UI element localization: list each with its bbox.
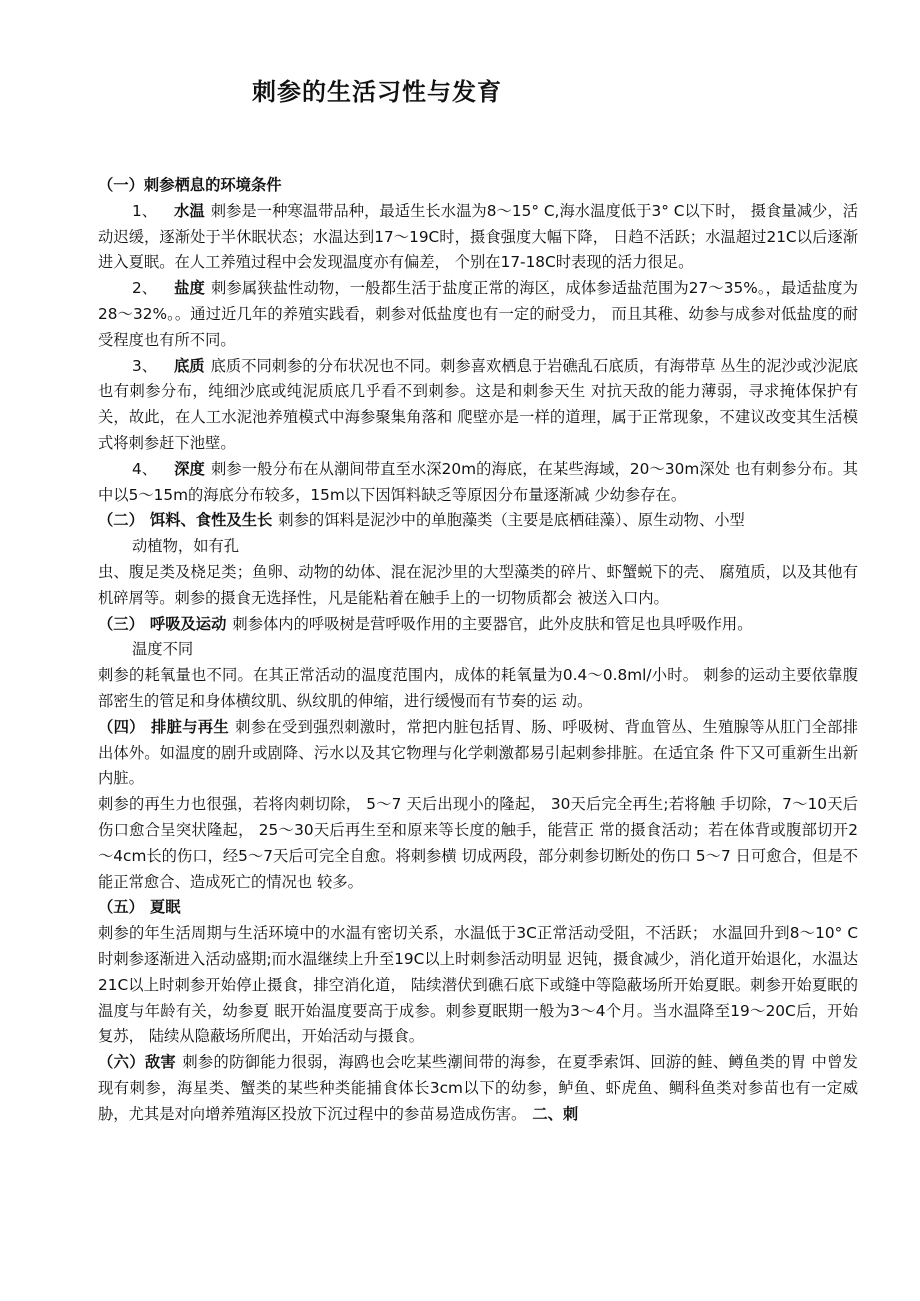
paragraph-respiration-body: 刺参的耗氧量也不同。在其正常活动的温度范围内，成体的耗氧量为0.4～0.8ml/小时。 刺参的运动主要依靠腹部密生的管足和身体横纹肌、纵纹肌的伸缩，进行缓慢而有节奏的运 动。 (98, 666, 858, 710)
section-heading-1: （一）刺参栖息的环境条件 (98, 176, 282, 194)
item-label: 盐度 (174, 279, 205, 298)
section-label-3: 呼吸及运动 (149, 614, 227, 633)
item-text: 刺参一般分布在从潮间带直至水深20m的海底，在某些海域，20～30m深处 也有刺参分布。其中以5～15m的海底分布较多，15m以下因饵料缺乏等原因分布量逐渐减 少幼参存在。 (98, 459, 858, 504)
item-number: 3、 (132, 356, 158, 375)
section-heading-6: （六） (98, 1053, 145, 1072)
paragraph-respiration-intro (98, 612, 858, 638)
paragraph-feeding-intro (98, 508, 858, 534)
paragraph-predators (98, 1050, 858, 1127)
paragraph-aestivation: 刺参的年生活周期与生活环境中的水温有密切关系，水温低于3C正常活动受阻，不活跃； 水温回升到8～10° C时刺参逐渐进入活动盛期;而水温继续上升至19C以上时刺参活动明显 迟钝，摄食减少，消化道开始退化，水温达21C以上时刺参开始停止摄食，排空消化道， 陆续潜伏到礁石底下或缝中等隐蔽场所开始夏眠。刺参开始夏眠的温度与年龄有关，幼参夏 眠开始温度要高于成参。刺参夏眠期一般为3～4个月。当水温降至19～20C后，开始复苏， 陆续从隐蔽场所爬出，开始活动与摄食。 (98, 924, 858, 1046)
section-text: 刺参的饵料是泥沙中的单胞藻类（主要是底栖硅藻）、原生动物、小型 (278, 511, 745, 530)
section-label-2: 饵料、食性及生长 (149, 511, 273, 530)
paragraph-substrate (98, 354, 858, 457)
item-text: 刺参是一种寒温带品种，最适生长水温为8～15° C,海水温度低于3° C以下时， 摄食量减少，活动迟缓，逐渐处于半休眠状态；水温达到17～19C时，摄食强度大幅下降， 日趋不活跃；水温超过21C以后逐渐进入夏眠。在人工养殖过程中会发现温度亦有偏差， 个别在17-18C时表现的活力很足。 (98, 201, 858, 272)
paragraph-feeding-body: 虫、腹足类及桡足类；鱼卵、动物的幼体、混在泥沙里的大型藻类的碎片、虾蟹蜕下的壳、 腐殖质，以及其他有机碎屑等。刺参的摄食无选择性，凡是能粘着在触手上的一切物质都会 被送入口内。 (98, 562, 858, 607)
item-label: 深度 (174, 459, 205, 478)
section-heading-3: （三） (98, 614, 144, 633)
next-section-fragment: 二、刺 (532, 1104, 579, 1123)
paragraph-depth (98, 457, 858, 509)
paragraph-feeding-continued: 动植物，如有孔 (132, 537, 240, 556)
item-number: 2、 (132, 279, 158, 298)
section-label-6: 敌害 (144, 1053, 177, 1072)
document-body (98, 173, 858, 1127)
section-text: 刺参的防御能力很弱，海鸥也会吃某些潮间带的海参，在夏季索饵、回游的鲑、鳟鱼类的胃 中曾发现有刺参，海星类、蟹类的某些种类能捕食体长3cm以下的幼参，鲈鱼、虾虎鱼、鲷科鱼类对参苗也有一定威胁，尤其是对向增养殖海区投放下沉过程中的参苗易造成伤害。 (98, 1053, 858, 1123)
item-number: 1、 (132, 201, 158, 220)
item-number: 4、 (132, 459, 158, 478)
paragraph-water-temperature (98, 199, 858, 276)
item-text: 底质不同刺参的分布状况也不同。刺参喜欢栖息于岩礁乱石底质，有海带草 丛生的泥沙或沙泥底也有刺参分布，纯细沙底或纯泥质底几乎看不到刺参。这是和刺参天生 对抗天敌的能力薄弱，寻求掩体保护有关，故此，在人工水泥池养殖模式中海参聚集角落和 爬壁亦是一样的道理，属于正常现象，不建议改变其生活模式将刺参赶下池壁。 (98, 356, 858, 452)
paragraph-regeneration: 刺参的再生力也很强，若将肉刺切除， 5～7 天后出现小的隆起， 30天后完全再生;若将触 手切除，7～10天后伤口愈合呈突状隆起， 25～30天后再生至和原来等长度的触手，能营正 常的摄食活动；若在体背或腹部切开2～4cm长的伤口，经5～7天后可完全自愈。将刺参横 切成两段，部分刺参切断处的伤口 5～7 日可愈合，但是不能正常愈合、造成死亡的情况也 较多。 (98, 795, 858, 891)
item-label: 水温 (174, 201, 205, 220)
section-text: 刺参在受到强烈刺激时，常把内脏包括胃、肠、呼吸树、背血管丛、生殖腺等从肛门全部排 出体外。如温度的剧升或剧降、污水以及其它物理与化学刺激都易引起刺参排脏。在适宜条 件下又可重新生出新内脏。 (98, 717, 858, 788)
item-text: 刺参属狭盐性动物，一般都生活于盐度正常的海区，成体参适盐范围为27～35%。，最适盐度为28～32%。。通过近几年的养殖实践看，刺参对低盐度也有一定的耐受力， 而且其稚、幼参与成参对低盐度的耐受程度也有所不同。 (98, 279, 858, 349)
paragraph-evisceration (98, 715, 858, 792)
section-label-5: 夏眠 (149, 898, 181, 917)
section-heading-5-line (98, 895, 858, 921)
paragraph-salinity (98, 276, 858, 353)
section-label-4: 排脏与再生 (150, 717, 229, 736)
item-label: 底质 (174, 356, 205, 375)
section-heading-2: （二） (98, 511, 144, 530)
section-heading-4: （四） (98, 717, 145, 736)
page-title: 刺参的生活习性与发育 (252, 78, 502, 106)
paragraph-respiration-continued: 温度不同 (132, 640, 194, 659)
section-text: 刺参体内的呼吸树是营呼吸作用的主要器官，此外皮肤和管足也具呼吸作用。 (232, 614, 753, 633)
section-heading-5: （五） (98, 898, 144, 917)
